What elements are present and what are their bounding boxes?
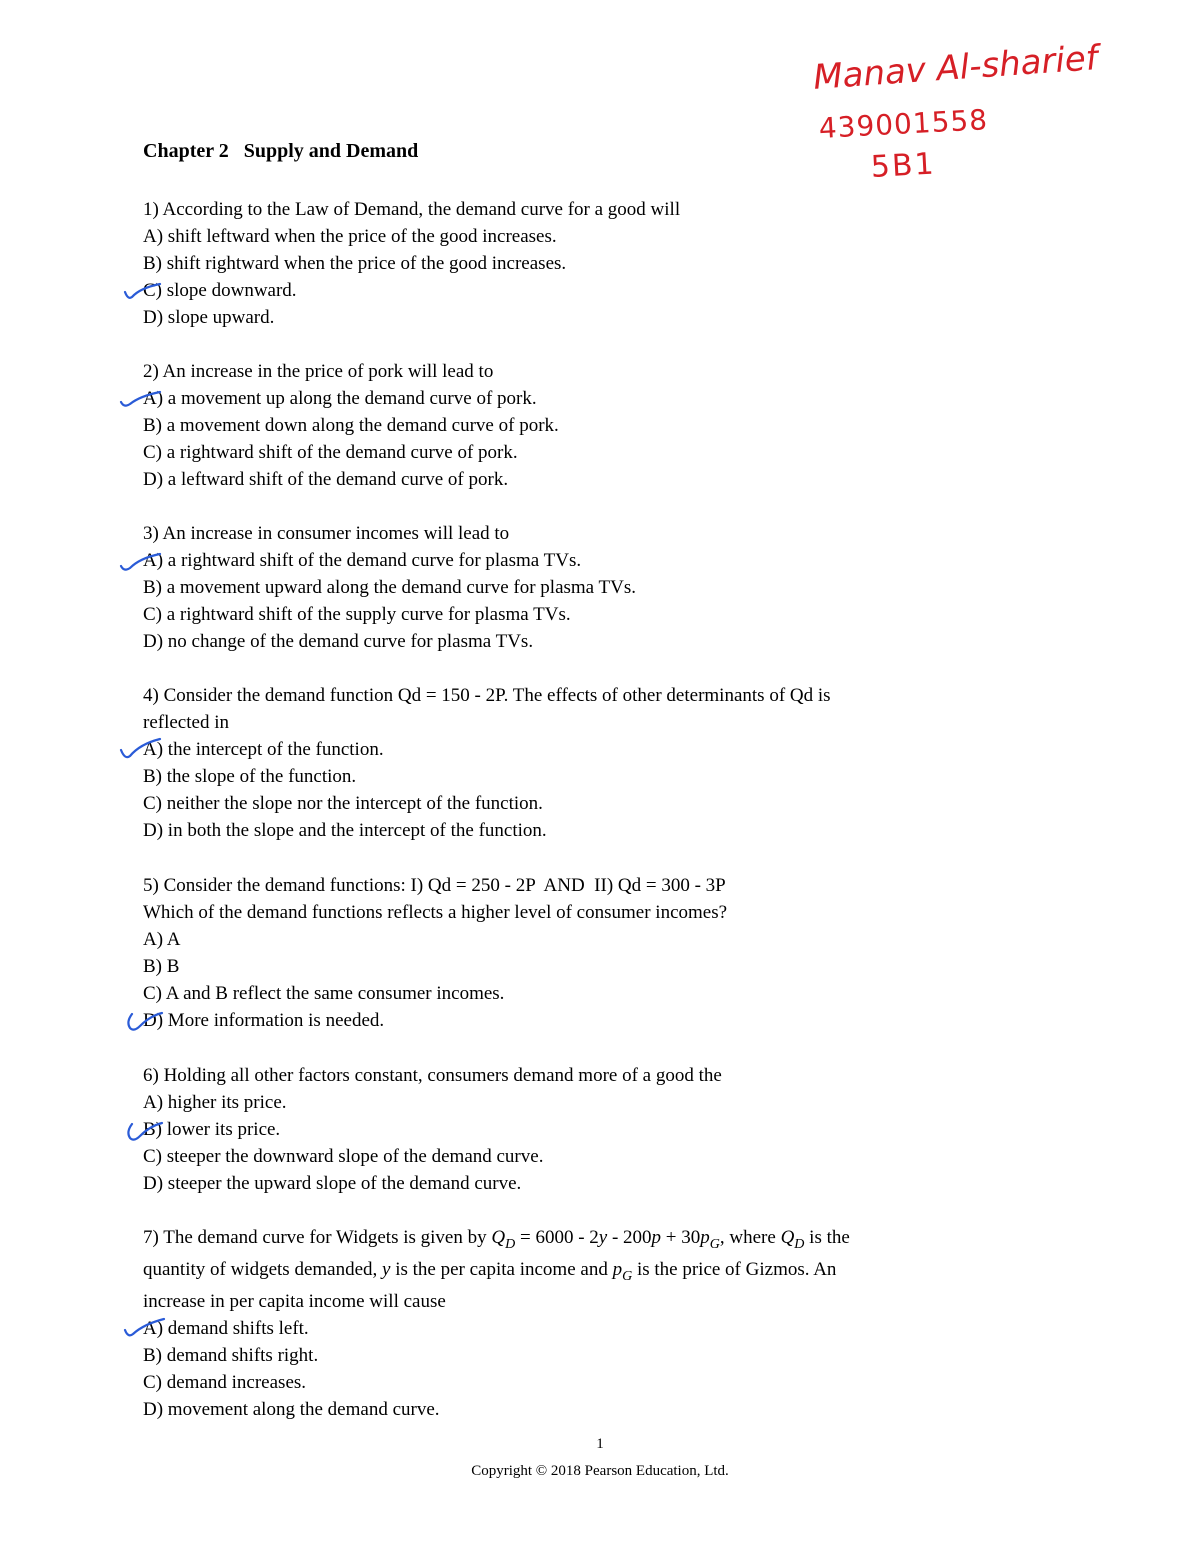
- question-stem-continued: Which of the demand functions reflects a higher level of consumer incomes?: [143, 902, 728, 923]
- copyright-footer: Copyright © 2018 Pearson Education, Ltd.: [471, 1463, 729, 1479]
- option-d: D) slope upward.: [143, 307, 275, 328]
- question-stem: 3) An increase in consumer incomes will lead to: [143, 523, 510, 544]
- check-mark-icon: [124, 1118, 164, 1144]
- option-b: B) demand shifts right.: [143, 1345, 319, 1366]
- variable-pg: $p_G$: [700, 1227, 720, 1252]
- option-d: D) movement along the demand curve.: [143, 1399, 440, 1420]
- check-mark-icon: [124, 1008, 164, 1034]
- option-c: C) a rightward shift of the supply curve for plasma TVs.: [143, 604, 571, 625]
- option-a: A) A: [143, 929, 181, 950]
- option-c: C) demand increases.: [143, 1372, 307, 1393]
- variable-pg: $p_G$: [612, 1259, 633, 1284]
- option-a: A) demand shifts left.: [143, 1318, 309, 1339]
- option-c: C) slope downward.: [143, 280, 297, 301]
- handwritten-id: 439001558: [818, 103, 989, 145]
- option-a: A) a movement up along the demand curve of pork.: [143, 388, 537, 409]
- variable-qd: $Q_D$: [491, 1227, 516, 1252]
- question-stem: 5) Consider the demand functions: I) Qd = 250 - 2P AND II) Qd = 300 - 3P: [143, 875, 726, 896]
- option-b: B) B: [143, 956, 180, 977]
- option-b: B) a movement upward along the demand curve for plasma TVs.: [143, 577, 636, 598]
- option-b: B) the slope of the function.: [143, 766, 357, 787]
- chapter-title: Chapter 2 Supply and Demand: [143, 140, 419, 162]
- question-stem-continued: reflected in: [143, 712, 229, 733]
- option-d: D) More information is needed.: [143, 1010, 385, 1031]
- option-a: A) shift leftward when the price of the good increases.: [143, 226, 557, 247]
- check-mark-icon: [118, 388, 162, 410]
- question-stem: 4) Consider the demand function Qd = 150 - 2P. The effects of other determinants of Qd is: [143, 685, 831, 706]
- option-a: A) a rightward shift of the demand curve for plasma TVs.: [143, 550, 582, 571]
- question-stem-continued: quantity of widgets demanded, y is the per capita income and $p_G$ is the price of Gizmos. An: [143, 1259, 837, 1284]
- question-stem: 7) The demand curve for Widgets is given by $Q_D = 6000 - 2y - 200p + 30p_G$, where $Q_D$ is the: [143, 1227, 850, 1252]
- option-c: C) steeper the downward slope of the demand curve.: [143, 1146, 544, 1167]
- option-c: C) neither the slope nor the intercept of the function.: [143, 793, 543, 814]
- option-b: B) a movement down along the demand curve of pork.: [143, 415, 559, 436]
- option-a: A) the intercept of the function.: [143, 739, 384, 760]
- check-mark-icon: [118, 550, 162, 574]
- option-a: A) higher its price.: [143, 1092, 287, 1113]
- question-stem: 6) Holding all other factors constant, consumers demand more of a good the: [143, 1065, 722, 1086]
- question-stem: 2) An increase in the price of pork will lead to: [143, 361, 494, 382]
- question-stem: 1) According to the Law of Demand, the demand curve for a good will: [143, 199, 681, 220]
- option-d: D) a leftward shift of the demand curve of pork.: [143, 469, 509, 490]
- check-mark-icon: [118, 736, 162, 762]
- option-b: B) lower its price.: [143, 1119, 281, 1140]
- check-mark-icon: [122, 280, 162, 302]
- check-mark-icon: [122, 1316, 166, 1342]
- handwritten-name: Manav Al-sharief: [812, 38, 1099, 98]
- option-c: C) a rightward shift of the demand curve of pork.: [143, 442, 518, 463]
- question-stem-continued: increase in per capita income will cause: [143, 1291, 446, 1312]
- page-number: 1: [596, 1436, 604, 1452]
- handwritten-section: 5B1: [870, 146, 937, 185]
- option-b: B) shift rightward when the price of the good increases.: [143, 253, 567, 274]
- variable-qd: $Q_D$: [780, 1227, 805, 1252]
- option-c: C) A and B reflect the same consumer incomes.: [143, 983, 505, 1004]
- option-d: D) in both the slope and the intercept of the function.: [143, 820, 547, 841]
- option-d: D) steeper the upward slope of the demand curve.: [143, 1173, 522, 1194]
- option-d: D) no change of the demand curve for plasma TVs.: [143, 631, 534, 652]
